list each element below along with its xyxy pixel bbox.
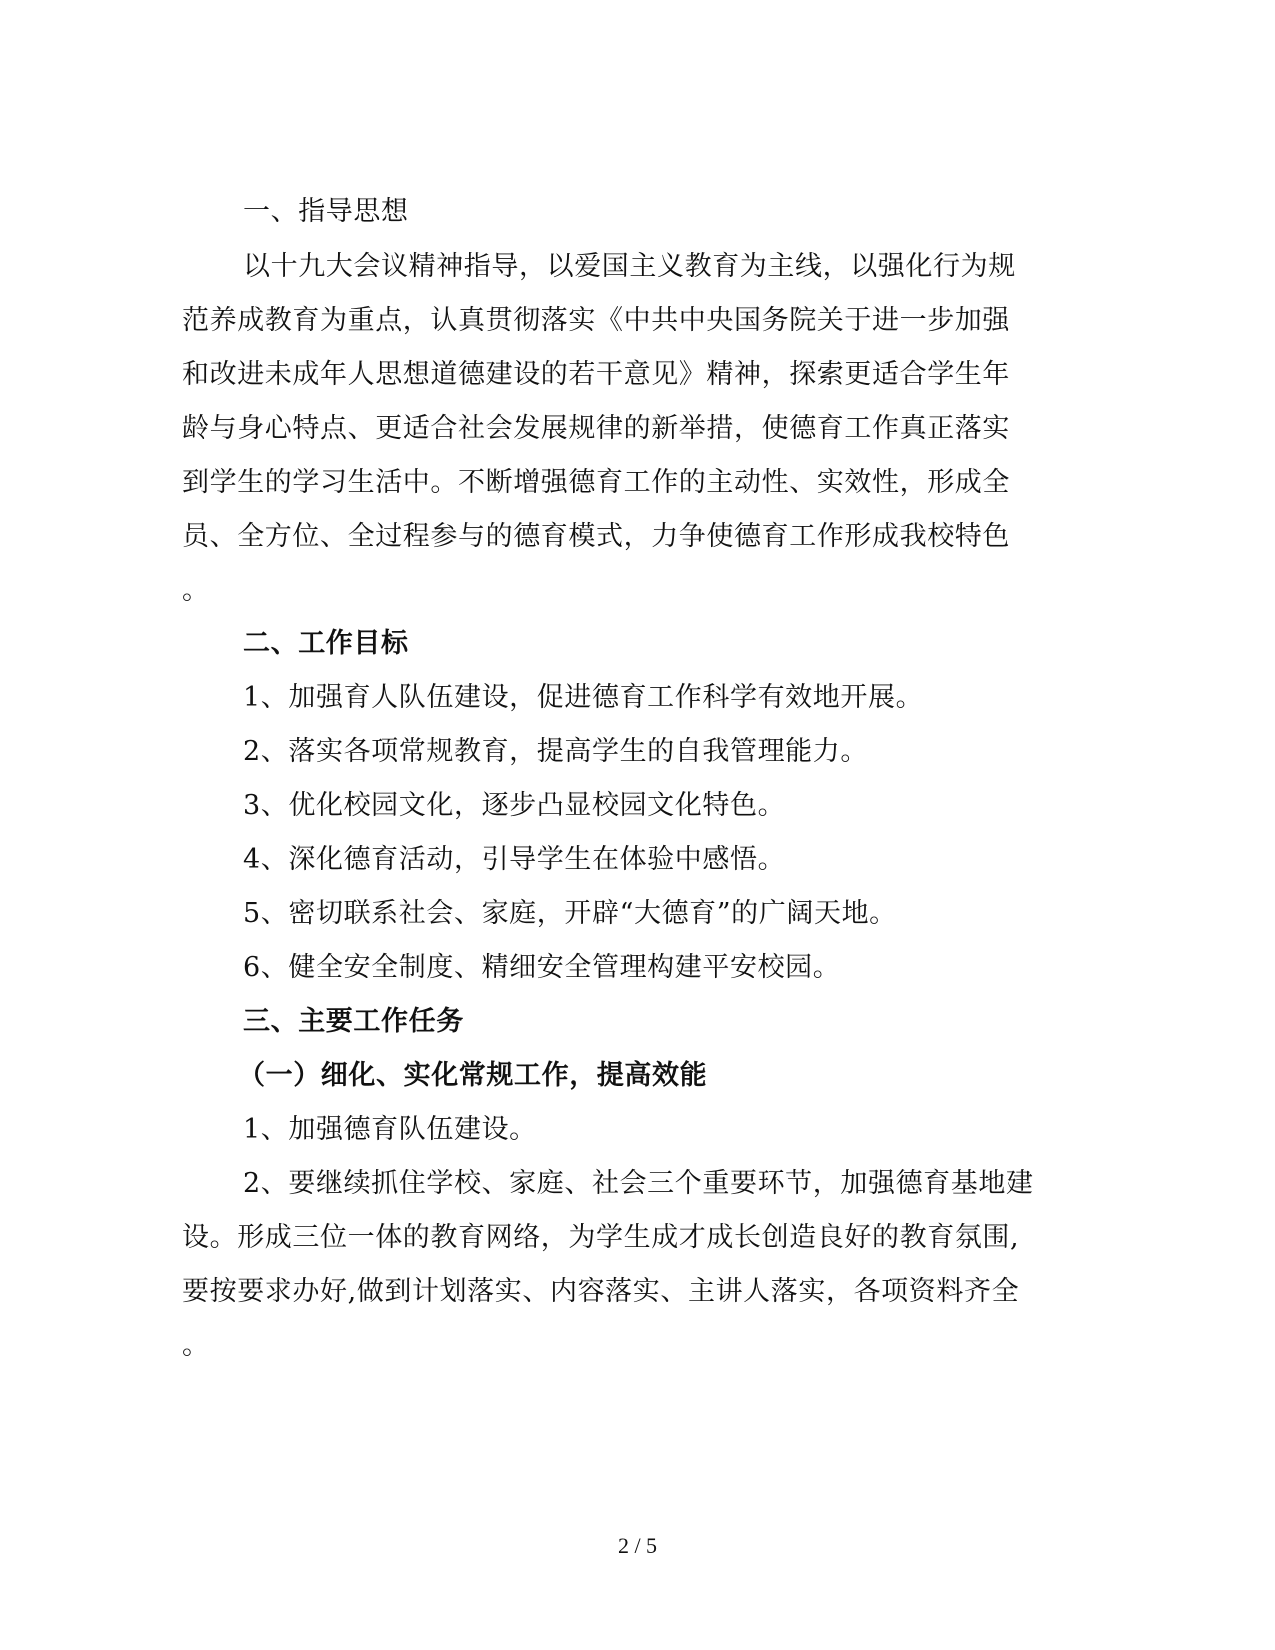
- paragraph-line: 到学生的学习生活中。不断增强德育工作的主动性、实效性，形成全: [182, 467, 1010, 498]
- paragraph-line: 2、要继续抓住学校、家庭、社会三个重要环节，加强德育基地建: [243, 1168, 1034, 1199]
- paragraph-line: 要按要求办好,做到计划落实、内容落实、主讲人落实，各项资料齐全: [182, 1276, 1020, 1307]
- paragraph-line: 龄与身心特点、更适合社会发展规律的新举措，使德育工作真正落实: [182, 413, 1010, 444]
- task-item: 1、加强德育队伍建设。: [243, 1114, 537, 1145]
- section-heading-guiding-ideology: 一、指导思想: [243, 196, 409, 227]
- paragraph-line: 设。形成三位一体的教育网络，为学生成才成长创造良好的教育氛围,: [182, 1222, 1020, 1253]
- section-heading-main-tasks: 三、主要工作任务: [243, 1006, 464, 1037]
- section-heading-work-goals: 二、工作目标: [243, 628, 409, 659]
- paragraph-line: 。: [182, 1330, 210, 1361]
- paragraph-line: 和改进未成年人思想道德建设的若干意见》精神，探索更适合学生年: [182, 359, 1010, 390]
- subsection-heading: （一）细化、实化常规工作，提高效能: [238, 1060, 708, 1091]
- goal-item: 3、优化校园文化，逐步凸显校园文化特色。: [243, 790, 786, 821]
- paragraph-line: 以十九大会议精神指导，以爱国主义教育为主线，以强化行为规: [243, 251, 1016, 282]
- paragraph-line: 。: [182, 575, 210, 606]
- goal-item: 5、密切联系社会、家庭，开辟“大德育”的广阔天地。: [243, 898, 897, 929]
- paragraph-line: 范养成教育为重点，认真贯彻落实《中共中央国务院关于进一步加强: [182, 305, 1010, 336]
- goal-item: 6、健全安全制度、精细安全管理构建平安校园。: [243, 952, 841, 983]
- page-number: 2 / 5: [617, 1533, 658, 1558]
- goal-item: 2、落实各项常规教育，提高学生的自我管理能力。: [243, 736, 868, 767]
- paragraph-line: 员、全方位、全过程参与的德育模式，力争使德育工作形成我校特色: [182, 521, 1010, 552]
- goal-item: 1、加强育人队伍建设，促进德育工作科学有效地开展。: [243, 682, 924, 713]
- goal-item: 4、深化德育活动，引导学生在体验中感悟。: [243, 844, 786, 875]
